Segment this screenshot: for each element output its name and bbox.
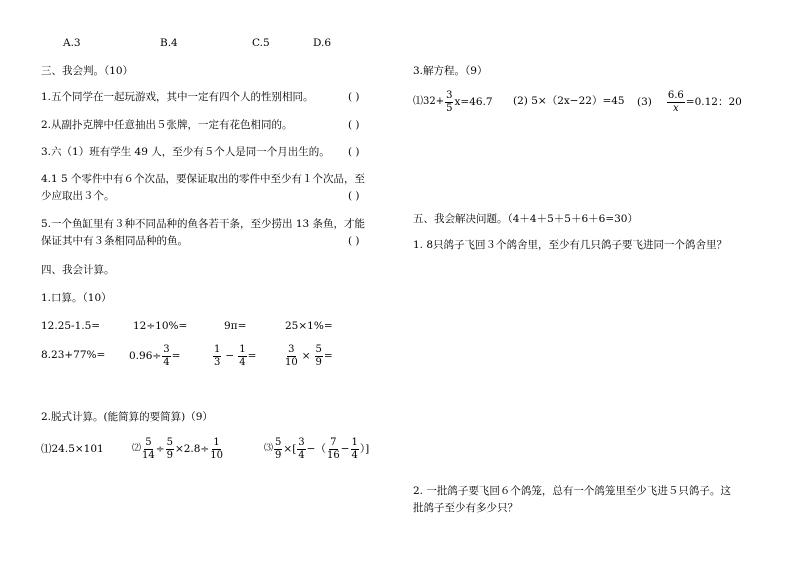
step-calc-title: 2.脱式计算。(能简算的要简算)（9） xyxy=(41,411,213,423)
judge-item-1: 1.五个同学在一起玩游戏，其中一定有四个人的性别相同。 xyxy=(41,91,314,103)
option-d: D.6 xyxy=(313,37,332,49)
equation-2: (2) 5×（2x−22）=45 xyxy=(513,95,625,107)
oral-7: $\frac{1}{3}$ − $\frac{1}{4}$ = xyxy=(214,344,257,368)
section-5-title: 五、我会解决问题。（4＋4＋5＋5＋6＋6=30） xyxy=(413,213,638,225)
step-3-fraction-c: $\frac{7}{16}$ xyxy=(326,437,340,461)
judge-paren-3[interactable]: ( ) xyxy=(348,146,360,158)
oral-4: 25×1%= xyxy=(285,320,333,332)
judge-item-5-line1: 5.一个鱼缸里有３种不同品种的鱼各若干条，至少捞出 13 条鱼，才能 xyxy=(41,218,366,230)
judge-item-2: 2.从副扑克牌中任意抽出５张牌，一定有花色相同的。 xyxy=(41,119,293,131)
oral-3: 9π= xyxy=(224,320,247,332)
oral-8-fraction-a: $\frac{3}{10}$ xyxy=(285,344,298,368)
step-problem-3: ⑶ $\frac{5}{9}$ ×[ $\frac{3}{4}$ −（ $\frac{7}{16}$ − $\frac{1}{4}$ ）] xyxy=(264,437,370,461)
section-3-title: 三、我会判。（10） xyxy=(41,65,134,77)
step-3-fraction-d: $\frac{1}{4}$ xyxy=(351,437,358,461)
equation-1: ⑴32+ $\frac{3}{5}$ x=46.7 xyxy=(413,90,493,114)
step-2-fraction-c: $\frac{1}{10}$ xyxy=(210,437,223,461)
judge-item-4-line1: 4.1 5 个零件中有６个次品，要保证取出的零件中至少有１个次品，至 xyxy=(41,173,366,185)
judge-paren-2[interactable]: ( ) xyxy=(348,119,360,131)
word-problem-1: 1. 8只鸽子飞回３个鸽舍里，至少有几只鸽子要飞进同一个鸽舍里？ xyxy=(413,239,728,251)
equation-3-fraction: $\frac{6.6}{x}$ xyxy=(667,90,684,114)
step-3-fraction-b: $\frac{3}{4}$ xyxy=(298,437,305,461)
option-b: B.4 xyxy=(160,37,178,49)
word-problem-2-line1: 2. 一批鸽子要飞回６个鸽笼，总有一个鸽笼里至少飞进５只鸽子。这 xyxy=(413,485,731,497)
oral-8: $\frac{3}{10}$ × $\frac{5}{9}$ = xyxy=(285,344,333,368)
equation-1-fraction: $\frac{3}{5}$ xyxy=(446,90,453,114)
equation-3: (3) $\frac{6.6}{x}$ =0.12：20 xyxy=(637,90,742,114)
judge-paren-5[interactable]: ( ) xyxy=(348,235,360,247)
section-4-title: 四、我会计算。 xyxy=(41,264,115,276)
option-a: A.3 xyxy=(63,37,81,49)
judge-item-5-line2: 保证其中有３条相同品种的鱼。 xyxy=(41,235,188,247)
oral-1: 12.25-1.5= xyxy=(41,320,101,332)
oral-6-fraction: $\frac{3}{4}$ xyxy=(163,344,170,368)
judge-item-4-line2: 少应取出３个。 xyxy=(41,190,115,202)
step-problem-1: ⑴24.5×101 xyxy=(41,443,104,455)
step-problem-2: ⑵ $\frac{5}{14}$ ÷ $\frac{5}{9}$ ×2.8÷ $\frac{1}{10}$ xyxy=(132,437,223,461)
oral-2: 12÷10%= xyxy=(133,320,188,332)
judge-paren-4[interactable]: ( ) xyxy=(348,190,360,202)
oral-6: 0.96÷ $\frac{3}{4}$ = xyxy=(129,344,181,368)
oral-title: 1.口算。（10） xyxy=(41,292,112,304)
step-3-fraction-a: $\frac{5}{9}$ xyxy=(275,437,282,461)
judge-item-3: 3.六（1）班有学生 49 人，至少有５个人是同一个月出生的。 xyxy=(41,146,330,158)
oral-7-fraction-b: $\frac{1}{4}$ xyxy=(239,344,246,368)
step-2-fraction-a: $\frac{5}{14}$ xyxy=(142,437,155,461)
oral-7-fraction-a: $\frac{1}{3}$ xyxy=(214,344,221,368)
oral-5: 8.23+77%= xyxy=(41,349,106,361)
judge-paren-1[interactable]: ( ) xyxy=(348,91,360,103)
step-2-fraction-b: $\frac{5}{9}$ xyxy=(166,437,173,461)
equation-title: 3.解方程。（9） xyxy=(413,65,488,77)
option-c: C.5 xyxy=(252,37,270,49)
word-problem-2-line2: 批鸽子至少有多少只？ xyxy=(413,502,518,514)
oral-6-pre: 0.96÷ xyxy=(129,349,162,362)
oral-8-fraction-b: $\frac{5}{9}$ xyxy=(315,344,322,368)
